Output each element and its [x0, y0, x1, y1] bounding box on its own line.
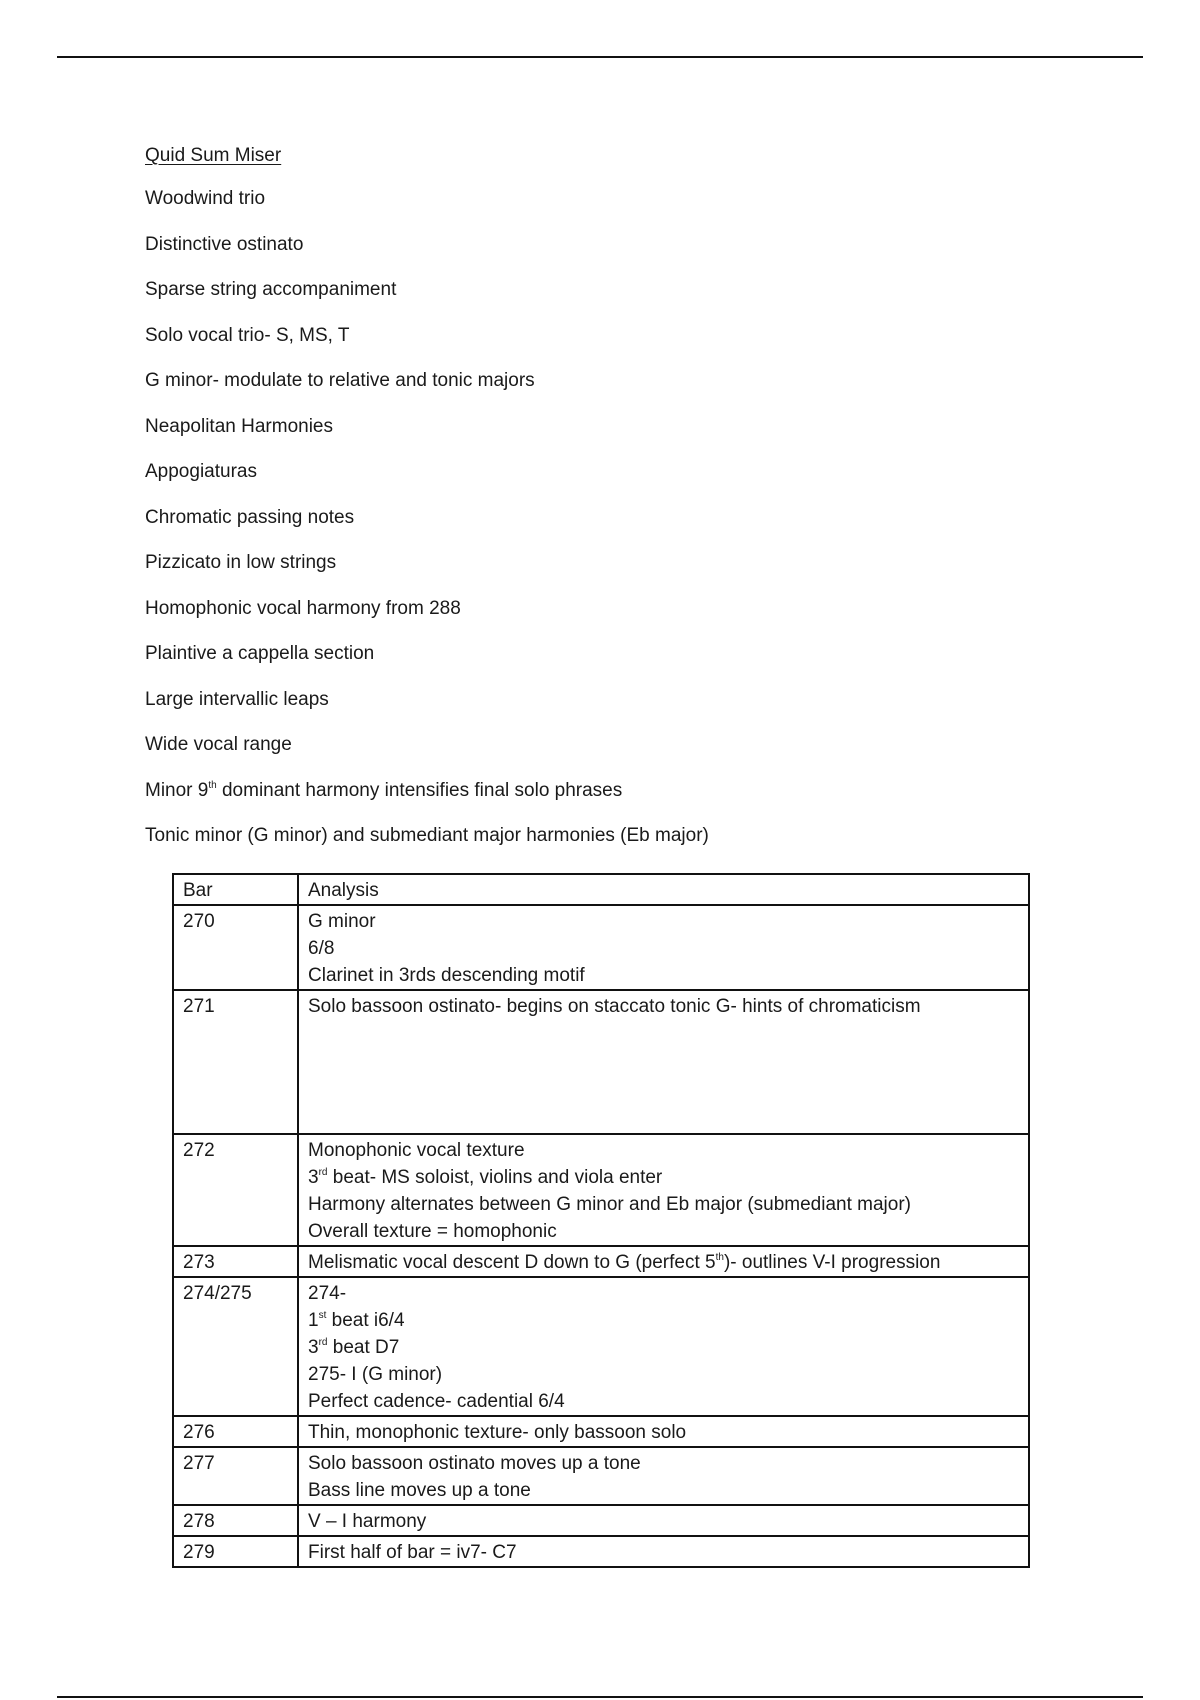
text-segment: beat- MS soloist, violins and viola enter [327, 1167, 663, 1188]
text-segment: 3 [308, 1337, 319, 1358]
note-item: Sparse string accompaniment [145, 279, 397, 300]
note-item: G minor- modulate to relative and tonic majors [145, 370, 535, 391]
analysis-line: Overall texture = homophonic [308, 1221, 557, 1242]
text-segment: Melismatic vocal descent D down to G (perfect 5 [308, 1252, 716, 1273]
note-item: Appogiaturas [145, 461, 257, 482]
analysis-line: Bass line moves up a tone [308, 1480, 531, 1501]
header-rule [57, 56, 1143, 58]
analysis-cell [298, 905, 1029, 990]
bar-cell: 271 [173, 990, 298, 1134]
note-item: Pizzicato in low strings [145, 552, 337, 573]
note-item: Wide vocal range [145, 734, 292, 755]
note-item: Chromatic passing notes [145, 506, 355, 528]
table-row [173, 1246, 1029, 1277]
table-row [173, 990, 1029, 1134]
text-segment: dominant harmony intensifies final solo phrases [216, 779, 623, 801]
text-segment: 1 [308, 1310, 319, 1331]
analysis-line: 6/8 [308, 938, 335, 959]
document-title: Quid Sum Miser [145, 145, 282, 166]
text-segment: 3 [308, 1167, 319, 1188]
table-row [173, 1447, 1029, 1505]
bar-cell: 273 [173, 1246, 298, 1277]
text-segment: beat i6/4 [326, 1310, 405, 1331]
text-segment: beat D7 [327, 1337, 400, 1358]
text-segment: )- outlines V-I progression [723, 1252, 941, 1273]
analysis-line: 274- [308, 1283, 347, 1304]
analysis-line: V – I harmony [308, 1511, 427, 1532]
analysis-cell [298, 1447, 1029, 1505]
analysis-line: Solo bassoon ostinato moves up a tone [308, 1453, 641, 1474]
ordinal-suffix: rd [318, 1167, 328, 1178]
footer-rule [57, 1696, 1143, 1698]
header-bar: Bar [173, 874, 298, 905]
analysis-line: 275- I (G minor) [308, 1364, 443, 1385]
ordinal-suffix: th [715, 1252, 724, 1263]
analysis-line: First half of bar = iv7- C7 [308, 1542, 517, 1563]
header-analysis: Analysis [298, 874, 1029, 905]
analysis-line: G minor [308, 911, 376, 932]
analysis-cell [298, 1246, 1029, 1277]
text-segment: Minor 9 [145, 779, 209, 801]
bar-cell: 279 [173, 1536, 298, 1567]
table-row [173, 1277, 1029, 1416]
analysis-line: Harmony alternates between G minor and Eb major (submediant major) [308, 1194, 911, 1215]
note-item: Solo vocal trio- S, MS, T [145, 324, 350, 346]
bar-cell: 274/275 [173, 1277, 298, 1416]
analysis-line: Clarinet in 3rds descending motif [308, 965, 585, 986]
note-item: Plaintive a cappella section [145, 643, 375, 664]
table-header-row [173, 874, 1029, 905]
analysis-cell [298, 1134, 1029, 1246]
analysis-line [308, 1164, 1019, 1191]
analysis-line [308, 1334, 1019, 1361]
note-item: Large intervallic leaps [145, 688, 329, 710]
bar-cell: 270 [173, 905, 298, 990]
analysis-cell [298, 1416, 1029, 1447]
analysis-table [172, 873, 1030, 1568]
analysis-cell [298, 1536, 1029, 1567]
table-row [173, 1536, 1029, 1567]
ordinal-suffix: st [318, 1310, 327, 1321]
note-item [145, 780, 1045, 802]
analysis-line: Solo bassoon ostinato- begins on staccato tonic G- hints of chromaticism [308, 996, 921, 1017]
ordinal-suffix: th [208, 779, 217, 791]
table-row [173, 1134, 1029, 1246]
bar-cell: 272 [173, 1134, 298, 1246]
note-item: Woodwind trio [145, 188, 266, 209]
analysis-cell [298, 1505, 1029, 1536]
bar-cell: 276 [173, 1416, 298, 1447]
bar-cell: 277 [173, 1447, 298, 1505]
bar-cell: 278 [173, 1505, 298, 1536]
analysis-line: Monophonic vocal texture [308, 1140, 525, 1161]
analysis-line: Thin, monophonic texture- only bassoon solo [308, 1422, 687, 1443]
note-item: Tonic minor (G minor) and submediant major harmonies (Eb major) [145, 825, 709, 846]
analysis-line [308, 1307, 1019, 1334]
table-row [173, 905, 1029, 990]
document-body [145, 145, 1045, 847]
analysis-cell [298, 990, 1029, 1134]
analysis-line: Perfect cadence- cadential 6/4 [308, 1391, 565, 1412]
notes-list [145, 188, 1045, 847]
note-item: Neapolitan Harmonies [145, 415, 333, 437]
analysis-cell [298, 1277, 1029, 1416]
ordinal-suffix: rd [318, 1337, 328, 1348]
note-item: Distinctive ostinato [145, 233, 304, 255]
table-row [173, 1416, 1029, 1447]
note-item: Homophonic vocal harmony from 288 [145, 597, 461, 619]
analysis-line [308, 1249, 1019, 1276]
table-row [173, 1505, 1029, 1536]
